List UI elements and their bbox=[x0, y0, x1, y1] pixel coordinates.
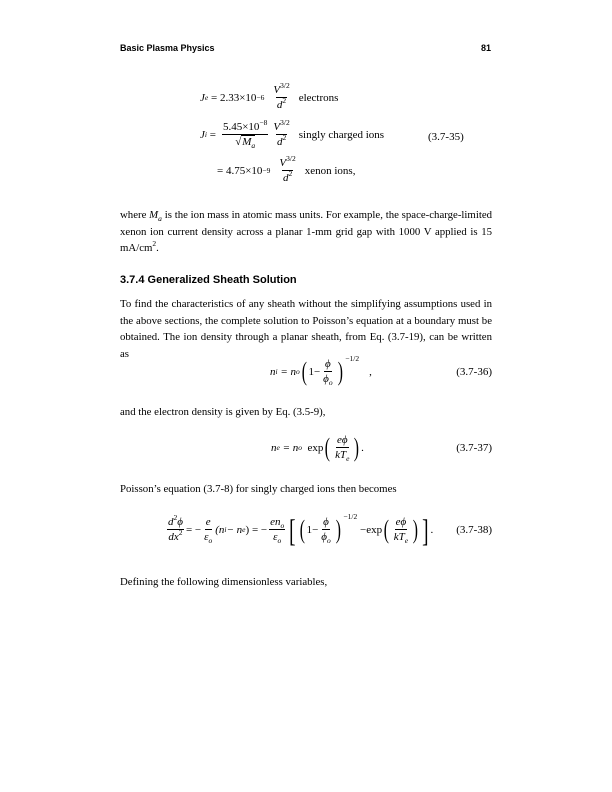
equation-label: (3.7-35) bbox=[428, 131, 464, 143]
xenon-note: xenon ions, bbox=[304, 164, 356, 177]
paragraph: Poisson’s equation (3.7-8) for singly charged ions then becomes bbox=[120, 483, 397, 495]
exponent: −1/2 bbox=[345, 354, 360, 363]
equation-je: J e = 2.33×10 −6 $\frac{V^{3/2}}{d^2}$ electrons bbox=[200, 81, 339, 111]
equation-label: (3.7-36) bbox=[456, 365, 492, 378]
page-number: 81 bbox=[481, 43, 492, 53]
paragraph: To find the characteristics of any sheath without the simplifying assumptions used in the above sections, the complete solution to Poisson’s equation at a boundary must be obtained. The ion density through a planar sheath, from Eq. (3.7-19), can be written as bbox=[120, 298, 492, 360]
section-heading: 3.7.4 Generalized Sheath Solution bbox=[120, 274, 297, 286]
paragraph: Defining the following dimensionless variables, bbox=[120, 576, 328, 588]
electrons-note: electrons bbox=[298, 91, 339, 104]
equation-ji: J i = $\frac{5.45\times 10^{-8}}{√M_a}$ $\frac{V^{3/2}}{d^2}$ singly charged ions bbox=[200, 118, 385, 150]
exponent: −1/2 bbox=[343, 512, 358, 521]
equation-electron-density: n e = n o exp ( $\frac{e\phi}{kT_e}$ ) . (3.7-37) bbox=[271, 432, 492, 463]
equation-ion-density: n i = n o ( 1− $\frac{\phi}{\phi_o}$ ) −1/2 , (3.7-36) bbox=[270, 354, 492, 387]
paragraph: and the electron density is given by Eq. (3.5-9), bbox=[120, 406, 326, 418]
running-header-title: Basic Plasma Physics bbox=[120, 43, 215, 53]
equation-label: (3.7-37) bbox=[456, 441, 492, 454]
paragraph: where $M_a$ is the ion mass in atomic mass units. For example, the space-charge-limited xenon ion current density across a planar 1-mm grid gap with 1000 V applied is 15 $mA/cm^2$. bbox=[120, 209, 493, 254]
ions-note: singly charged ions bbox=[298, 128, 385, 141]
equation-xenon: = 4.75×10 −9 $\frac{V^{3/2}}{d^2}$ xenon ions, bbox=[217, 154, 356, 184]
equation-poisson: $\frac{d^2\phi}{dx^2}$ = − $\frac{e}{\varepsilon_o}$ (n i − n e ) = − $\frac{en_o}{\varepsilon_o}$ [ ( 1− $\frac{\phi}{\phi_o}$ ) −1/2 −exp ( $\frac{e\phi}{kT_e}$ ) ] . (3.7-38) bbox=[168, 511, 492, 548]
equation-label: (3.7-38) bbox=[456, 523, 492, 536]
